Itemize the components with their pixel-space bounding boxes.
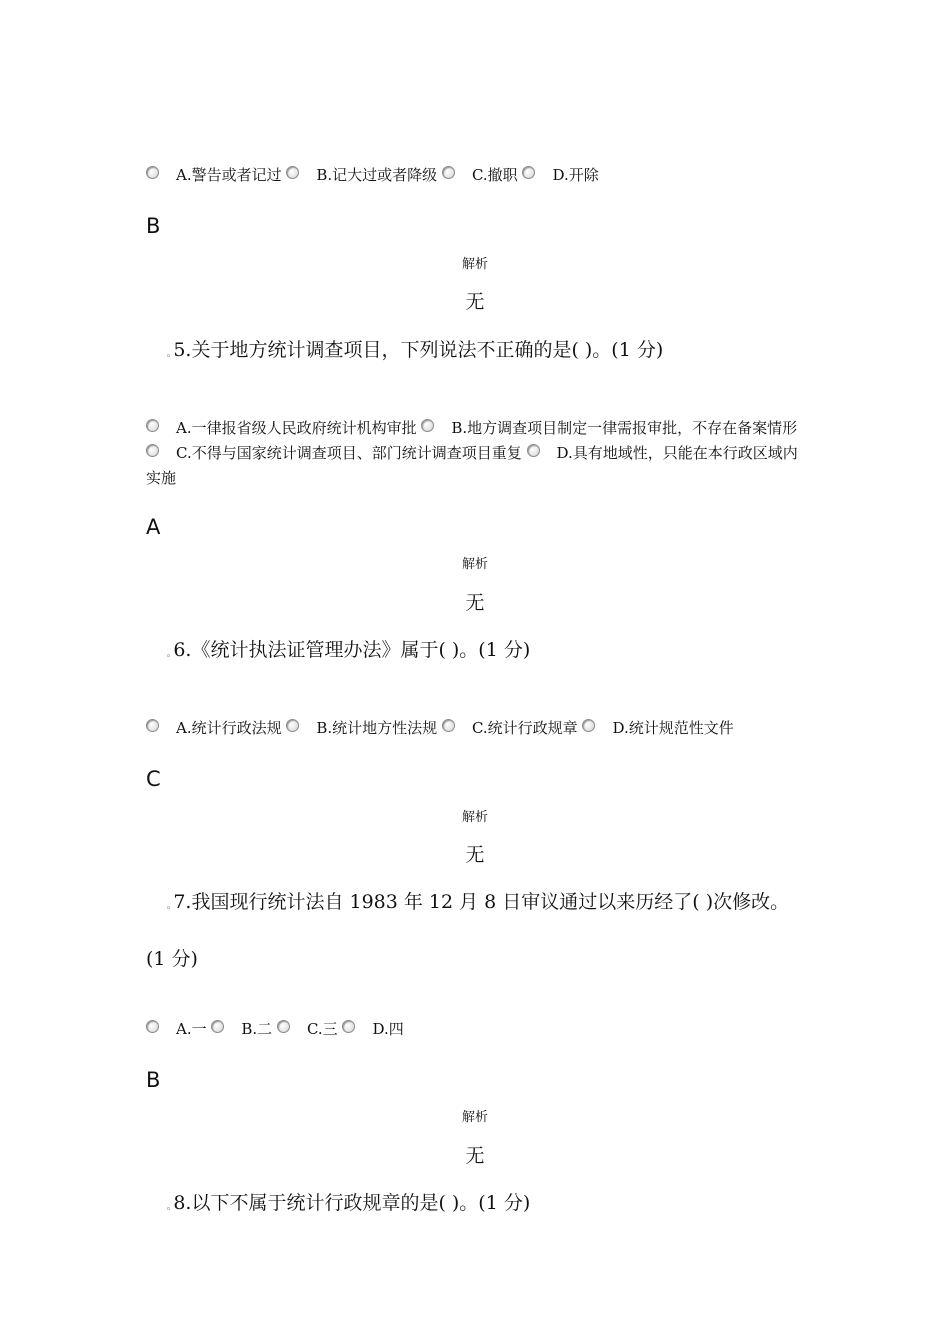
radio-button-icon[interactable] bbox=[146, 166, 159, 179]
question-text: 6.《统计执法证管理办法》属于( )。(1 分) bbox=[173, 639, 531, 661]
option-d[interactable] bbox=[522, 166, 598, 184]
question-text: 8.以下不属于统计行政规章的是( )。(1 分) bbox=[173, 1192, 531, 1214]
bullet-icon: ◦ bbox=[166, 1205, 172, 1215]
option-label: D.具有地域性，只能在本行政区域内实施 bbox=[146, 444, 798, 487]
option-c[interactable] bbox=[442, 719, 578, 737]
analysis-text: 无 bbox=[465, 1145, 485, 1167]
option-label: D.开除 bbox=[552, 166, 599, 184]
radio-button-icon[interactable] bbox=[277, 1020, 290, 1033]
option-b[interactable] bbox=[286, 166, 437, 184]
question-6-options bbox=[146, 716, 734, 741]
option-label: D.四 bbox=[372, 1020, 404, 1038]
option-label: C.三 bbox=[306, 1020, 338, 1038]
option-b[interactable] bbox=[421, 419, 797, 437]
analysis-text: 无 bbox=[465, 592, 485, 614]
option-label: C.不得与国家统计调查项目、部门统计调查项目重复 bbox=[176, 444, 522, 462]
question-6 bbox=[146, 625, 806, 682]
option-label: C.撤职 bbox=[471, 166, 518, 184]
radio-button-icon[interactable] bbox=[522, 166, 535, 179]
bullet-icon: ◦ bbox=[166, 352, 172, 362]
analysis-label: 解析 bbox=[461, 257, 488, 272]
option-a[interactable] bbox=[146, 166, 282, 184]
option-d[interactable] bbox=[582, 719, 733, 737]
question-8 bbox=[146, 1178, 806, 1235]
radio-button-icon[interactable] bbox=[421, 419, 434, 432]
bullet-icon: ◦ bbox=[166, 904, 172, 914]
option-label: C.统计行政规章 bbox=[471, 719, 578, 737]
answer-key: C bbox=[146, 767, 161, 791]
radio-button-icon[interactable] bbox=[211, 1020, 224, 1033]
question-7 bbox=[146, 877, 806, 984]
option-label: D.统计规范性文件 bbox=[612, 719, 734, 737]
option-label: B.统计地方性法规 bbox=[316, 719, 438, 737]
radio-button-icon[interactable] bbox=[342, 1020, 355, 1033]
analysis-text: 无 bbox=[465, 844, 485, 866]
answer-key: B bbox=[146, 214, 161, 238]
radio-button-icon[interactable] bbox=[146, 719, 159, 732]
option-label: B.地方调查项目制定一律需报审批，不存在备案情形 bbox=[451, 419, 798, 437]
option-a[interactable] bbox=[146, 1020, 207, 1038]
question-text: 5.关于地方统计调查项目，下列说法不正确的是( )。(1 分) bbox=[173, 339, 664, 361]
question-7-options bbox=[146, 1017, 404, 1042]
option-b[interactable] bbox=[286, 719, 437, 737]
question-5-options bbox=[146, 416, 806, 491]
analysis-label: 解析 bbox=[461, 1110, 488, 1125]
option-label: B.二 bbox=[241, 1020, 273, 1038]
radio-button-icon[interactable] bbox=[146, 419, 159, 432]
radio-button-icon[interactable] bbox=[146, 444, 159, 457]
analysis-label: 解析 bbox=[461, 810, 488, 825]
analysis-text: 无 bbox=[465, 291, 485, 313]
answer-key: A bbox=[146, 515, 161, 539]
answer-key: B bbox=[146, 1068, 161, 1092]
option-a[interactable] bbox=[146, 419, 417, 437]
radio-button-icon[interactable] bbox=[286, 719, 299, 732]
option-label: B.记大过或者降级 bbox=[316, 166, 438, 184]
option-a[interactable] bbox=[146, 719, 282, 737]
option-c[interactable] bbox=[442, 166, 518, 184]
radio-button-icon[interactable] bbox=[146, 1020, 159, 1033]
radio-button-icon[interactable] bbox=[442, 166, 455, 179]
question-4-options bbox=[146, 163, 599, 188]
option-c[interactable] bbox=[146, 444, 522, 462]
option-d[interactable] bbox=[342, 1020, 403, 1038]
question-text: 7.我国现行统计法自 1983 年 12 月 8 日审议通过以来历经了( )次修改。(1 分) bbox=[146, 891, 790, 970]
option-label: A.警告或者记过 bbox=[176, 166, 282, 184]
option-label: A.统计行政法规 bbox=[176, 719, 282, 737]
radio-button-icon[interactable] bbox=[442, 719, 455, 732]
option-c[interactable] bbox=[277, 1020, 338, 1038]
bullet-icon: ◦ bbox=[166, 652, 172, 662]
radio-button-icon[interactable] bbox=[527, 444, 540, 457]
analysis-label: 解析 bbox=[461, 557, 488, 572]
option-b[interactable] bbox=[211, 1020, 272, 1038]
option-label: A.一律报省级人民政府统计机构审批 bbox=[176, 419, 417, 437]
option-label: A.一 bbox=[176, 1020, 207, 1038]
radio-button-icon[interactable] bbox=[582, 719, 595, 732]
question-5 bbox=[146, 325, 806, 382]
radio-button-icon[interactable] bbox=[286, 166, 299, 179]
